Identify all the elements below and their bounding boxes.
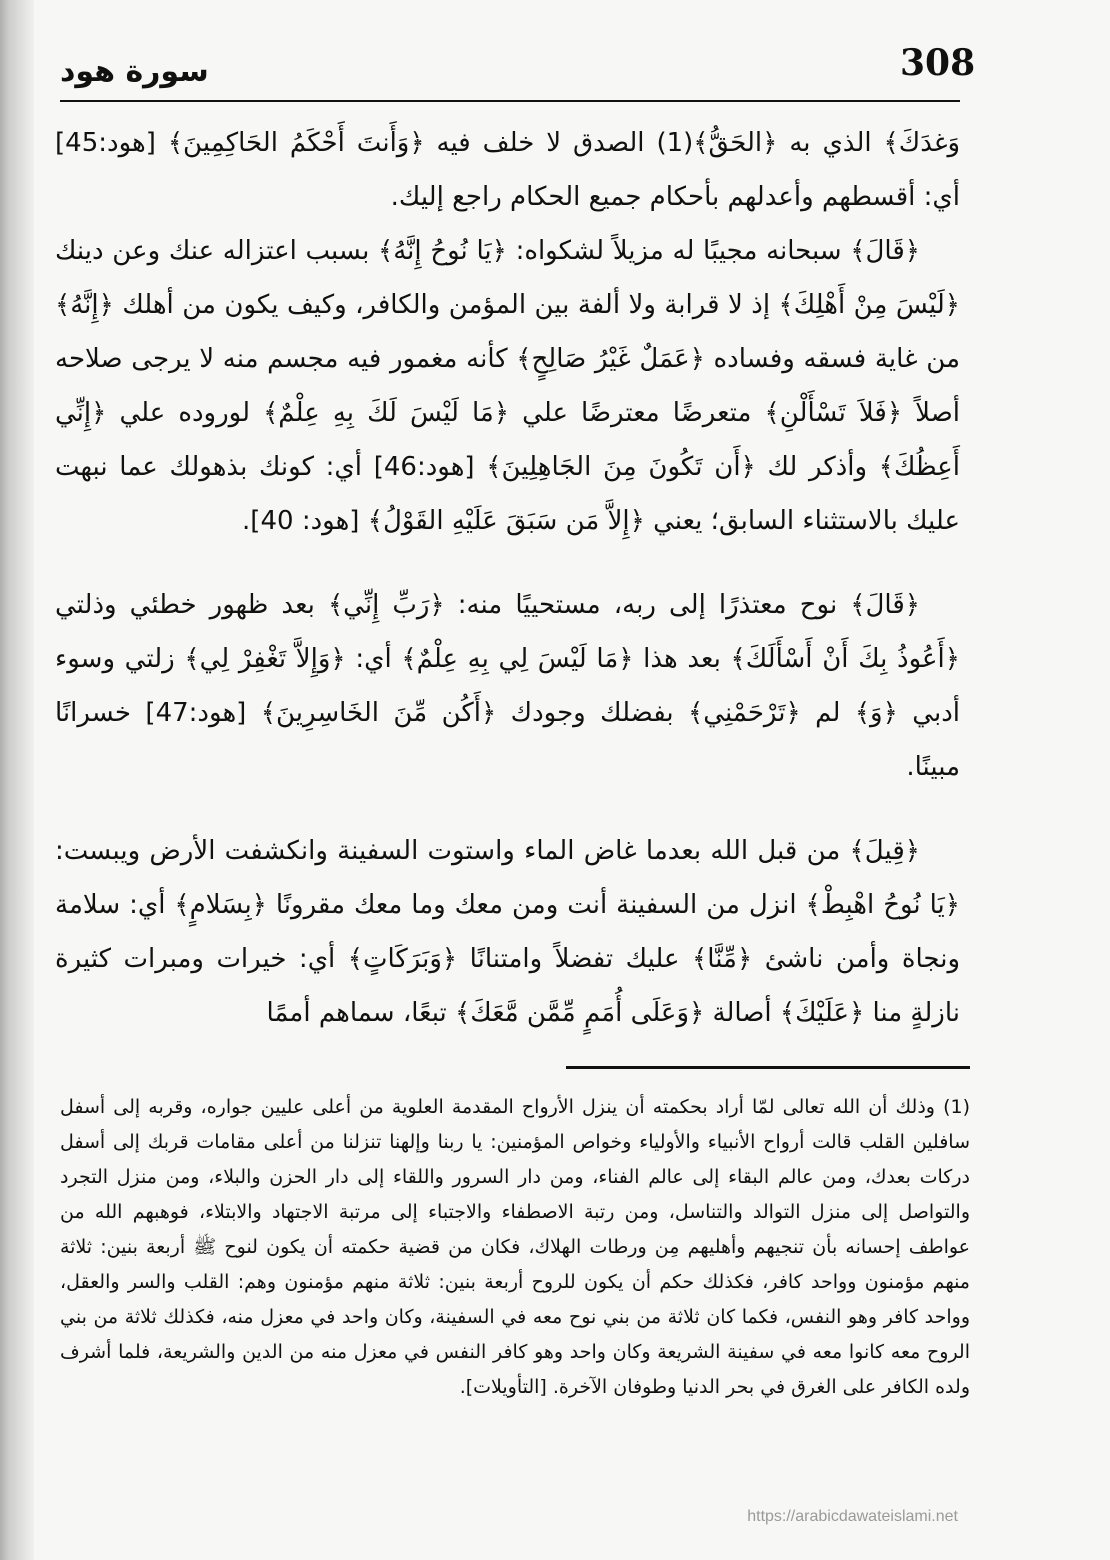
paragraph-2: ﴿قَالَ﴾ سبحانه مجيبًا له مزيلاً لشكواه: ﴿يَا نُوحُ إِنَّهُ﴾ بسبب اعتزاله عنك وعن دينك ﴿لَيْسَ مِنْ أَهْلِكَ﴾ إذ لا قرابة ولا ألفة بين المؤمن والكافر، وكيف يكون من أهلك ﴿إِنَّهُ﴾ من غاية فسقه وفساده ﴿عَمَلٌ غَيْرُ صَالِحٍ﴾ كأنه مغمور فيه مجسم منه لا يرجى صلاحه أصلاً ﴿فَلاَ تَسْأَلْنِ﴾ متعرضًا معترضًا علي ﴿مَا لَيْسَ لَكَ بِهِ عِلْمٌ﴾ لوروده علي ﴿إِنِّي أَعِظُكَ﴾ وأذكر لك ﴿أَن تَكُونَ مِنَ الجَاهِلِينَ﴾ [هود:46] أي: كونك بذهولك عما نبهت عليك بالاستثناء السابق؛ يعني ﴿إِلاَّ مَن سَبَقَ عَلَيْهِ القَوْلُ﴾ [هود: 40]. — [55, 236, 960, 536]
footnote-text: وذلك أن الله تعالى لمّا أراد بحكمته أن ينزل الأرواح المقدمة العلوية من أعلى عليين جواره، وقربه إلى أسفل سافلين القلب قالت أرواح الأنبياء والأولياء وخواص المؤمنين: يا ربنا وإلهنا تنزلنا من أعلى مقامات قربك إلى أسفل دركات بعدك، ومن عالم البقاء إلى عالم الفناء، ومن دار السرور واللقاء إلى دار الحزن والبلاء، ومن منزل التجرد والتواصل إلى منزل التوالد والتناسل، ومن رتبة الاصطفاء والاجتباء إلى مرتبة الاجتهاد والابتلاء، فوهبهم الله من عواطف إحسانه بأن تنجيهم وأهليهم مِن ورطات الهلاك، فكان من قضية حكمته أن يكون لنوح ﷺ أربعة بنين: ثلاثة منهم مؤمنون وواحد كافر، فكذلك حكم أن يكون للروح أربعة بنين: ثلاثة منهم مؤمنون وهم: القلب والسر والعقل، وواحد كافر وهو النفس، فكما كان ثلاثة من بني نوح معه في السفينة، وكان واحد في معزل منه، فكذلك ثلاثة من بني الروح معه كانوا معه في سفينة الشريعة وكان واحد وهو كافر النفس في معزل منه من الدين والشريعة، فلما أشرف ولده الكافر على الغرق في بحر الدنيا وطوفان الآخرة. [التأويلات]. — [60, 1096, 970, 1398]
footnote-divider — [566, 1066, 970, 1069]
footnote-marker: (1) — [943, 1096, 970, 1118]
main-text — [55, 116, 960, 1040]
paragraph-3: ﴿قَالَ﴾ نوح معتذرًا إلى ربه، مستحييًا منه: ﴿رَبِّ إِنِّي﴾ بعد ظهور خطئي وذلتي ﴿أَعُوذُ بِكَ أَنْ أَسْأَلَكَ﴾ بعد هذا ﴿مَا لَيْسَ لِي بِهِ عِلْمٌ﴾ أي: ﴿وَإِلاَّ تَغْفِرْ لِي﴾ زلتي وسوء أدبي ﴿وَ﴾ لم ﴿تَرْحَمْنِي﴾ بفضلك وجودك ﴿أَكُن مِّنَ الخَاسِرِينَ﴾ [هود:47] خسرانًا مبينًا. — [55, 590, 960, 782]
paragraph-4: ﴿قِيلَ﴾ من قبل الله بعدما غاض الماء واستوت السفينة وانكشفت الأرض ويبست: ﴿يَا نُوحُ اهْبِطْ﴾ انزل من السفينة أنت ومن معك وما معك مقرونًا ﴿بِسَلامٍ﴾ أي: سلامة ونجاة وأمن ناشئ ﴿مِّنَّا﴾ عليك تفضلاً وامتنانًا ﴿وَبَرَكَاتٍ﴾ أي: خيرات ومبرات كثيرة نازلةٍ منا ﴿عَلَيْكَ﴾ أصالة ﴿وَعَلَى أُمَمٍ مِّمَّن مَّعَكَ﴾ تبعًا، سماهم أممًا — [55, 836, 960, 1028]
footnotes — [60, 1090, 970, 1405]
watermark-url: https://arabicdawateislami.net — [747, 1508, 958, 1525]
scan-edge-shadow — [0, 0, 34, 1560]
footnote-1 — [60, 1090, 970, 1405]
page-header — [60, 40, 976, 102]
paragraph-1: وَغدَكَ﴾ الذي به ﴿الحَقُّ﴾(1) الصدق لا خلف فيه ﴿وَأَنتَ أَحْكَمُ الحَاكِمِينَ﴾ [هود:45] أي: أقسطهم وأعدلهم بأحكام جميع الحكام راجع إليك. — [55, 128, 960, 212]
surah-title: سورة هود — [60, 54, 209, 89]
page-number: 308 — [900, 42, 976, 84]
